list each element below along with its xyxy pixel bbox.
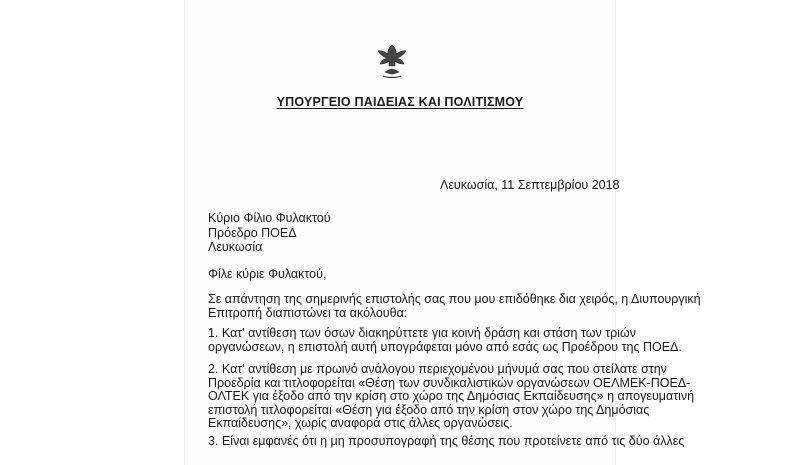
point-line: 2. Κατ' αντίθεση με πρωινό ανάλογου περιεχομένου μήνυμά σας που στείλατε στην <box>208 362 667 376</box>
point-line: 1. Κατ' αντίθεση των όσων διακηρύττετε για κοινή δράση και στάση των τριών <box>208 326 637 340</box>
recipient-block <box>208 211 331 255</box>
recipient-city: Λευκωσία <box>208 240 263 254</box>
intro-line: Επιτροπή διαπιστώνει τα ακόλουθα: <box>208 305 408 320</box>
salutation <box>208 268 594 282</box>
point-line: επιστολή τιτλοφορείται «Θέση για έξοδο από την κρίση στον χώρο της Δημόσιας <box>208 402 650 417</box>
point-line: Προεδρία και τιτλοφορείται «Θέση των συνδικαλιστικών οργανώσεων ΟΕΛΜΕΚ-ΠΟΕΔ- <box>208 375 691 390</box>
point-1 <box>208 326 682 354</box>
point-3 <box>208 434 685 449</box>
point-line: Εκπαίδευσης», χωρίς αναφορά στις άλλες οργανώσεις. <box>208 416 513 430</box>
intro-paragraph <box>208 292 701 320</box>
point-2 <box>208 362 695 431</box>
intro-line: Σε απάντηση της σημερινής επιστολής σας που μου επιδόθηκε δια χειρός, η Διυπουργική <box>208 292 701 306</box>
point-line: ΟΛΤΕΚ για έξοδο από την κρίση στο χώρο της Δημόσιας Εκπαίδευσης» η απογευματινή <box>208 389 695 403</box>
point-line: 3. Είναι εμφανές ότι η μη προσυπογραφή της θέσης που προτείνετε από τις δύο άλλες <box>208 434 685 448</box>
recipient-title: Πρόεδρο ΠΟΕΔ <box>208 225 297 240</box>
point-line: οργανώσεων, η επιστολή αυτή υπογράφεται μόνο από εσάς ως Προέδρου της ΠΟΕΔ. <box>208 339 682 354</box>
recipient-name: Κύριο Φίλιο Φυλακτού <box>208 211 331 225</box>
cyprus-coat-of-arms-icon <box>375 42 409 82</box>
ministry-title: ΥΠΟΥΡΓΕΙΟ ΠΑΙΔΕΙΑΣ ΚΑΙ ΠΟΛΙΤΙΣΜΟΥ <box>276 95 524 109</box>
salutation-text: Φίλε κύριε Φυλακτού, <box>208 267 327 281</box>
letter-date: Λευκωσία, 11 Σεπτεμβρίου 2018 <box>440 178 620 192</box>
